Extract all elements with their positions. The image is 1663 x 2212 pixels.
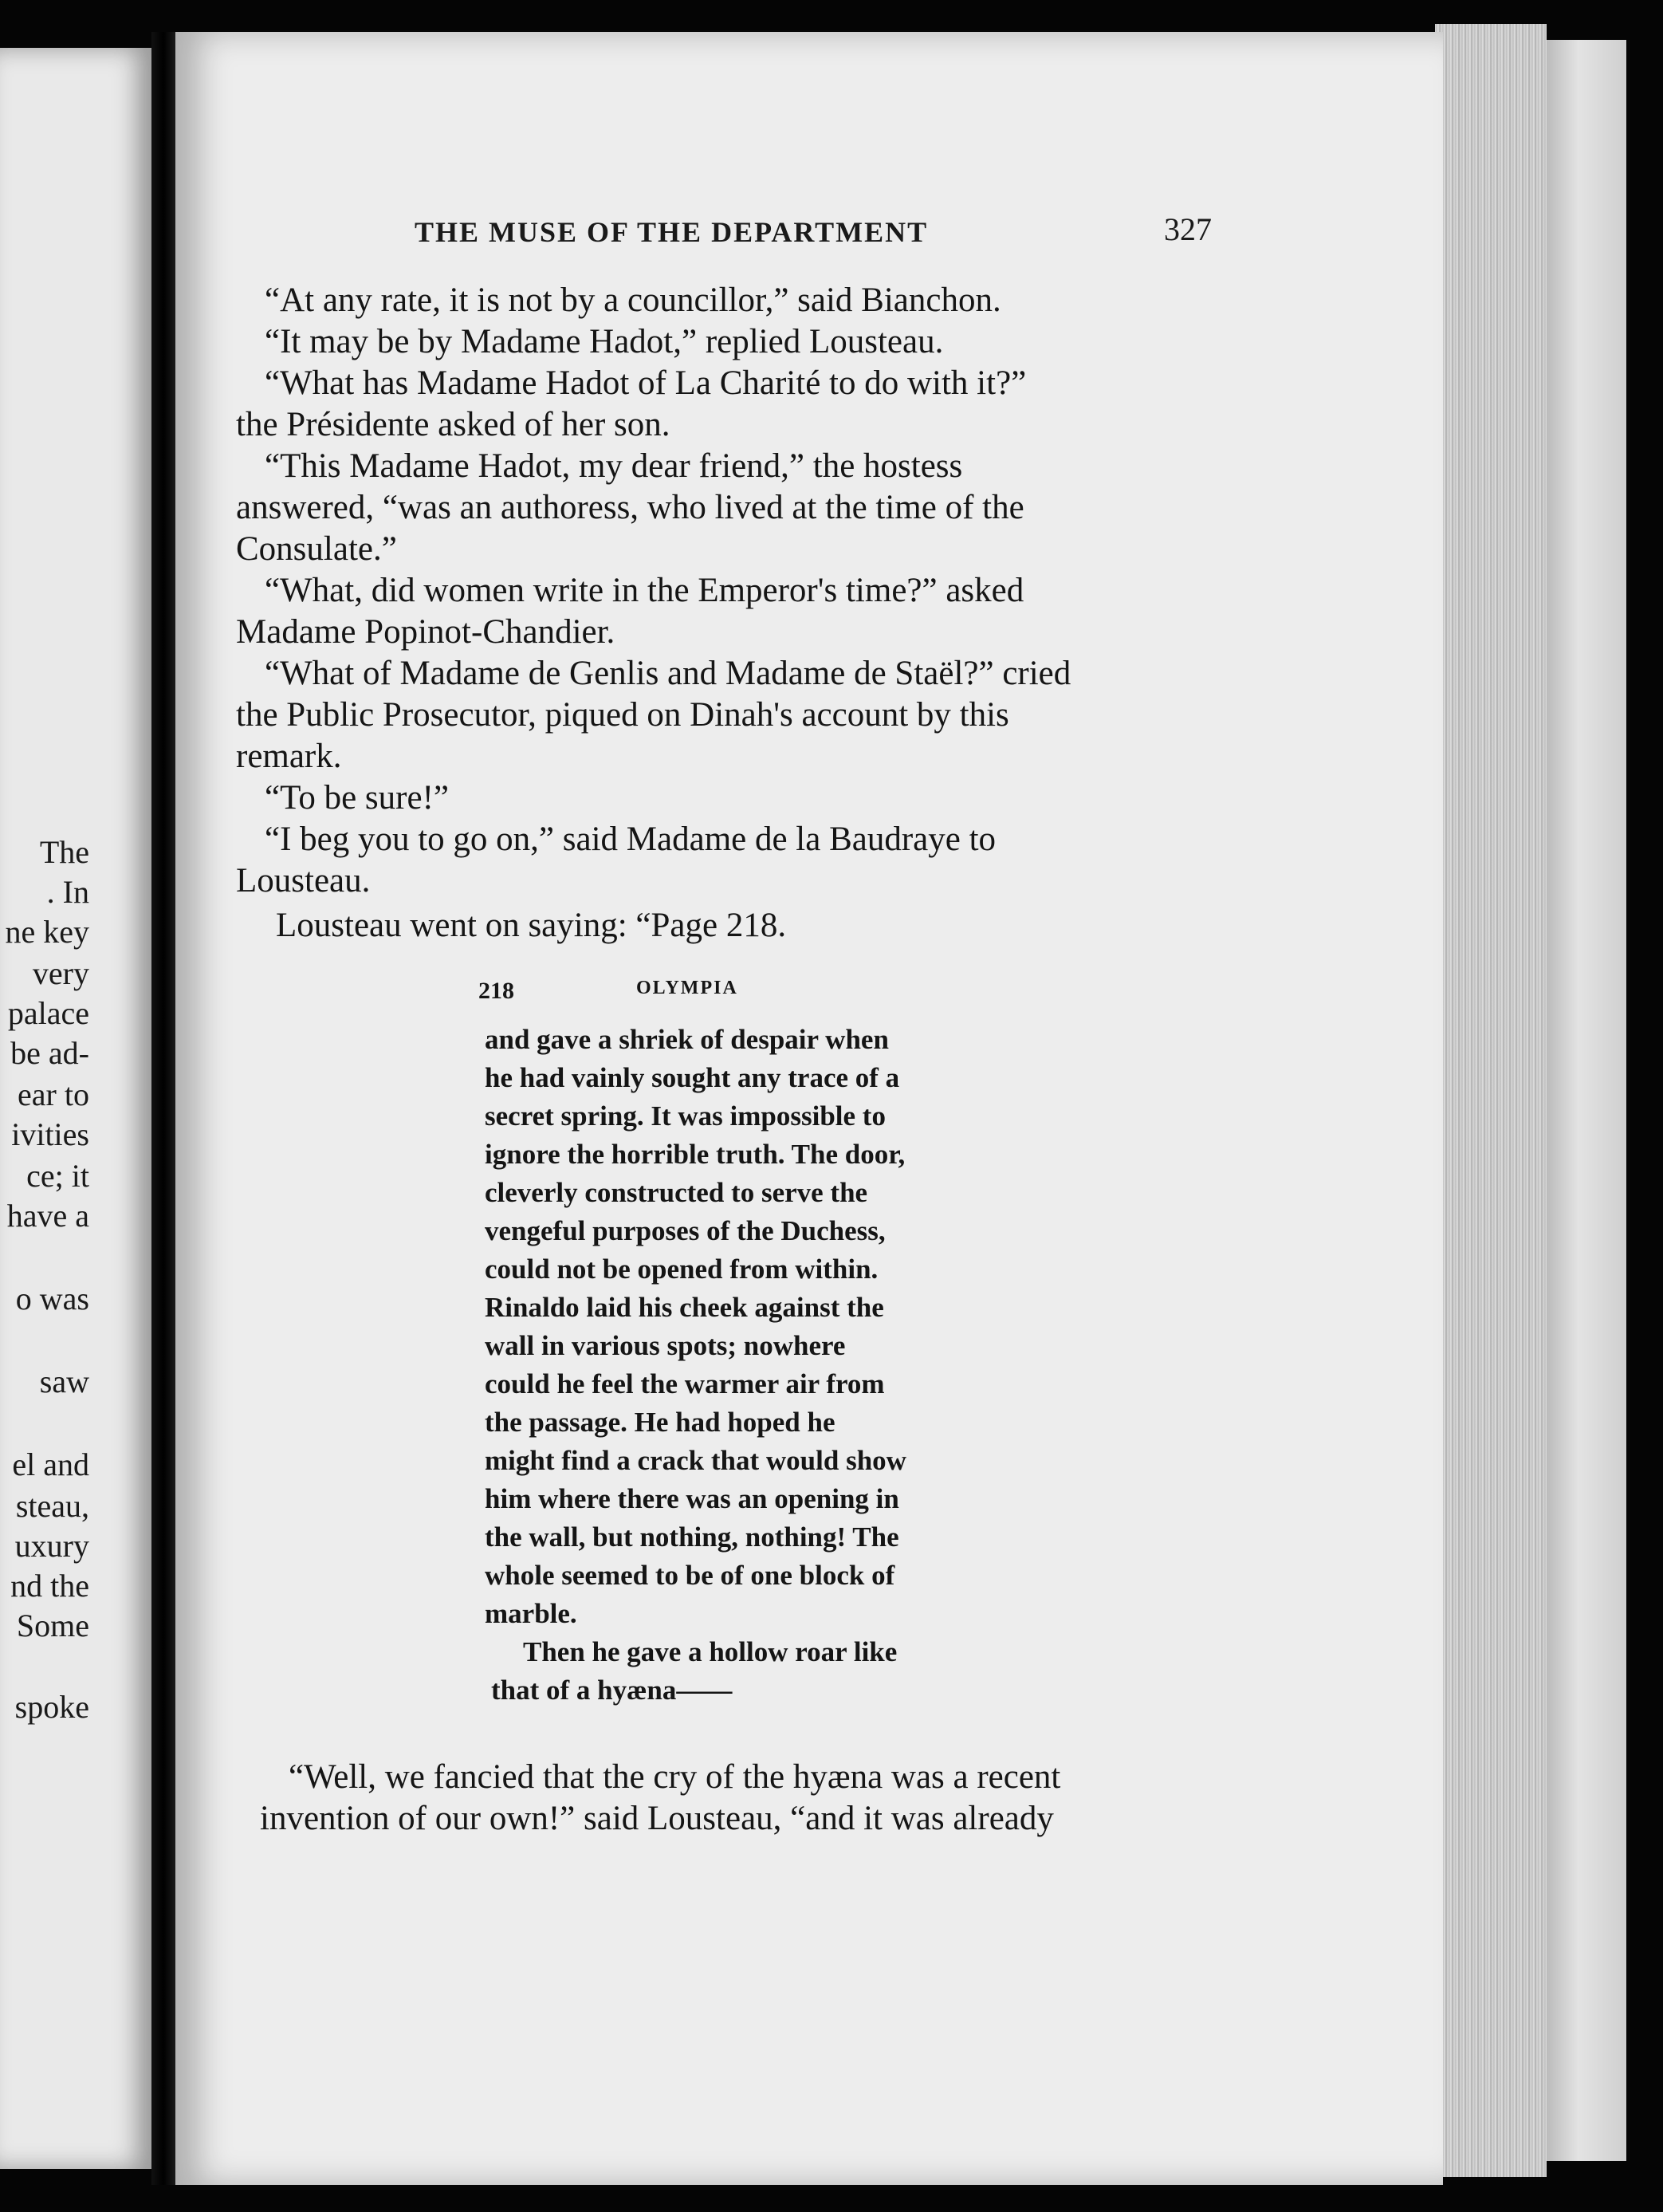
- book-gutter: [151, 32, 175, 2185]
- inset-line: secret spring. It was impossible to: [485, 1100, 886, 1132]
- inset-line: could he feel the warmer air from: [485, 1368, 885, 1399]
- inset-line: ignore the horrible truth. The door,: [485, 1139, 906, 1170]
- inset-line: Then he gave a hollow roar like: [523, 1636, 898, 1667]
- left-fragment: ivities: [11, 1116, 89, 1152]
- inset-line: cleverly constructed to serve the: [485, 1177, 868, 1208]
- left-fragment: el and: [12, 1446, 89, 1482]
- left-fragment: ce; it: [26, 1158, 89, 1194]
- text-line: “It may be by Madame Hadot,” replied Lousteau.: [265, 323, 944, 360]
- text-line: “To be sure!”: [265, 779, 449, 817]
- main-page: [175, 32, 1443, 2185]
- left-fragment: saw: [39, 1364, 89, 1399]
- left-fragment: be ad-: [10, 1035, 89, 1071]
- text-line: remark.: [236, 738, 342, 775]
- left-fragment: ne key: [5, 914, 89, 950]
- page-edges-outer: [1547, 40, 1626, 2161]
- inset-line: the passage. He had hoped he: [485, 1407, 835, 1438]
- left-fragment: nd the: [10, 1568, 89, 1604]
- text-line: the Présidente asked of her son.: [236, 406, 670, 443]
- left-fragment: palace: [7, 995, 89, 1031]
- inset-line: marble.: [485, 1598, 577, 1629]
- text-line: the Public Prosecutor, piqued on Dinah's account by this: [236, 696, 1009, 734]
- left-fragment: very: [32, 955, 89, 991]
- text-line: Lousteau went on saying: “Page 218.: [276, 907, 787, 944]
- left-fragment: steau,: [15, 1488, 89, 1524]
- page-edges: [1435, 24, 1547, 2177]
- inset-line: him where there was an opening in: [485, 1483, 899, 1514]
- left-fragment: The: [39, 834, 89, 870]
- inset-line: whole seemed to be of one block of: [485, 1560, 895, 1591]
- inset-page-number: 218: [478, 978, 514, 1004]
- text-line: “What has Madame Hadot of La Charité to do with it?”: [265, 364, 1027, 402]
- text-line: Madame Popinot-Chandier.: [236, 613, 615, 651]
- text-line: Lousteau.: [236, 862, 371, 899]
- inset-line: vengeful purposes of the Duchess,: [485, 1215, 886, 1246]
- left-fragment: have a: [6, 1198, 89, 1234]
- left-fragment: o was: [15, 1281, 89, 1317]
- inset-running-head: OLYMPIA: [636, 978, 738, 998]
- text-line: answered, “was an authoress, who lived at the time of the: [236, 489, 1024, 526]
- inset-line: the wall, but nothing, nothing! The: [485, 1521, 899, 1553]
- text-line: “Well, we fancied that the cry of the hyæna was a recent: [289, 1758, 1061, 1796]
- text-line: “What, did women write in the Emperor's time?” asked: [265, 572, 1024, 609]
- left-fragment: . In: [46, 874, 89, 910]
- left-fragment: ear to: [18, 1076, 89, 1112]
- left-fragment: uxury: [14, 1528, 89, 1564]
- page-number: 327: [1164, 211, 1212, 247]
- inset-line: wall in various spots; nowhere: [485, 1330, 846, 1361]
- text-line: “What of Madame de Genlis and Madame de Staël?” cried: [265, 655, 1071, 692]
- inset-line: could not be opened from within.: [485, 1254, 879, 1285]
- inset-line: and gave a shriek of despair when: [485, 1024, 889, 1055]
- inset-line: Rinaldo laid his cheek against the: [485, 1292, 884, 1323]
- inset-line: that of a hyæna——: [491, 1675, 733, 1706]
- text-line: “I beg you to go on,” said Madame de la Baudraye to: [265, 821, 997, 858]
- left-fragment: spoke: [14, 1689, 89, 1725]
- text-line: Consulate.”: [236, 530, 397, 568]
- running-head: THE MUSE OF THE DEPARTMENT: [415, 216, 929, 248]
- text-line: invention of our own!” said Lousteau, “and it was already: [260, 1800, 1054, 1837]
- inset-line: he had vainly sought any trace of a: [485, 1062, 900, 1093]
- left-fragment: Some: [16, 1608, 89, 1643]
- text-line: “At any rate, it is not by a councillor,” said Bianchon.: [265, 281, 1001, 319]
- inset-line: might find a crack that would show: [485, 1445, 906, 1476]
- text-line: “This Madame Hadot, my dear friend,” the hostess: [265, 447, 963, 485]
- left-page: [0, 48, 151, 2169]
